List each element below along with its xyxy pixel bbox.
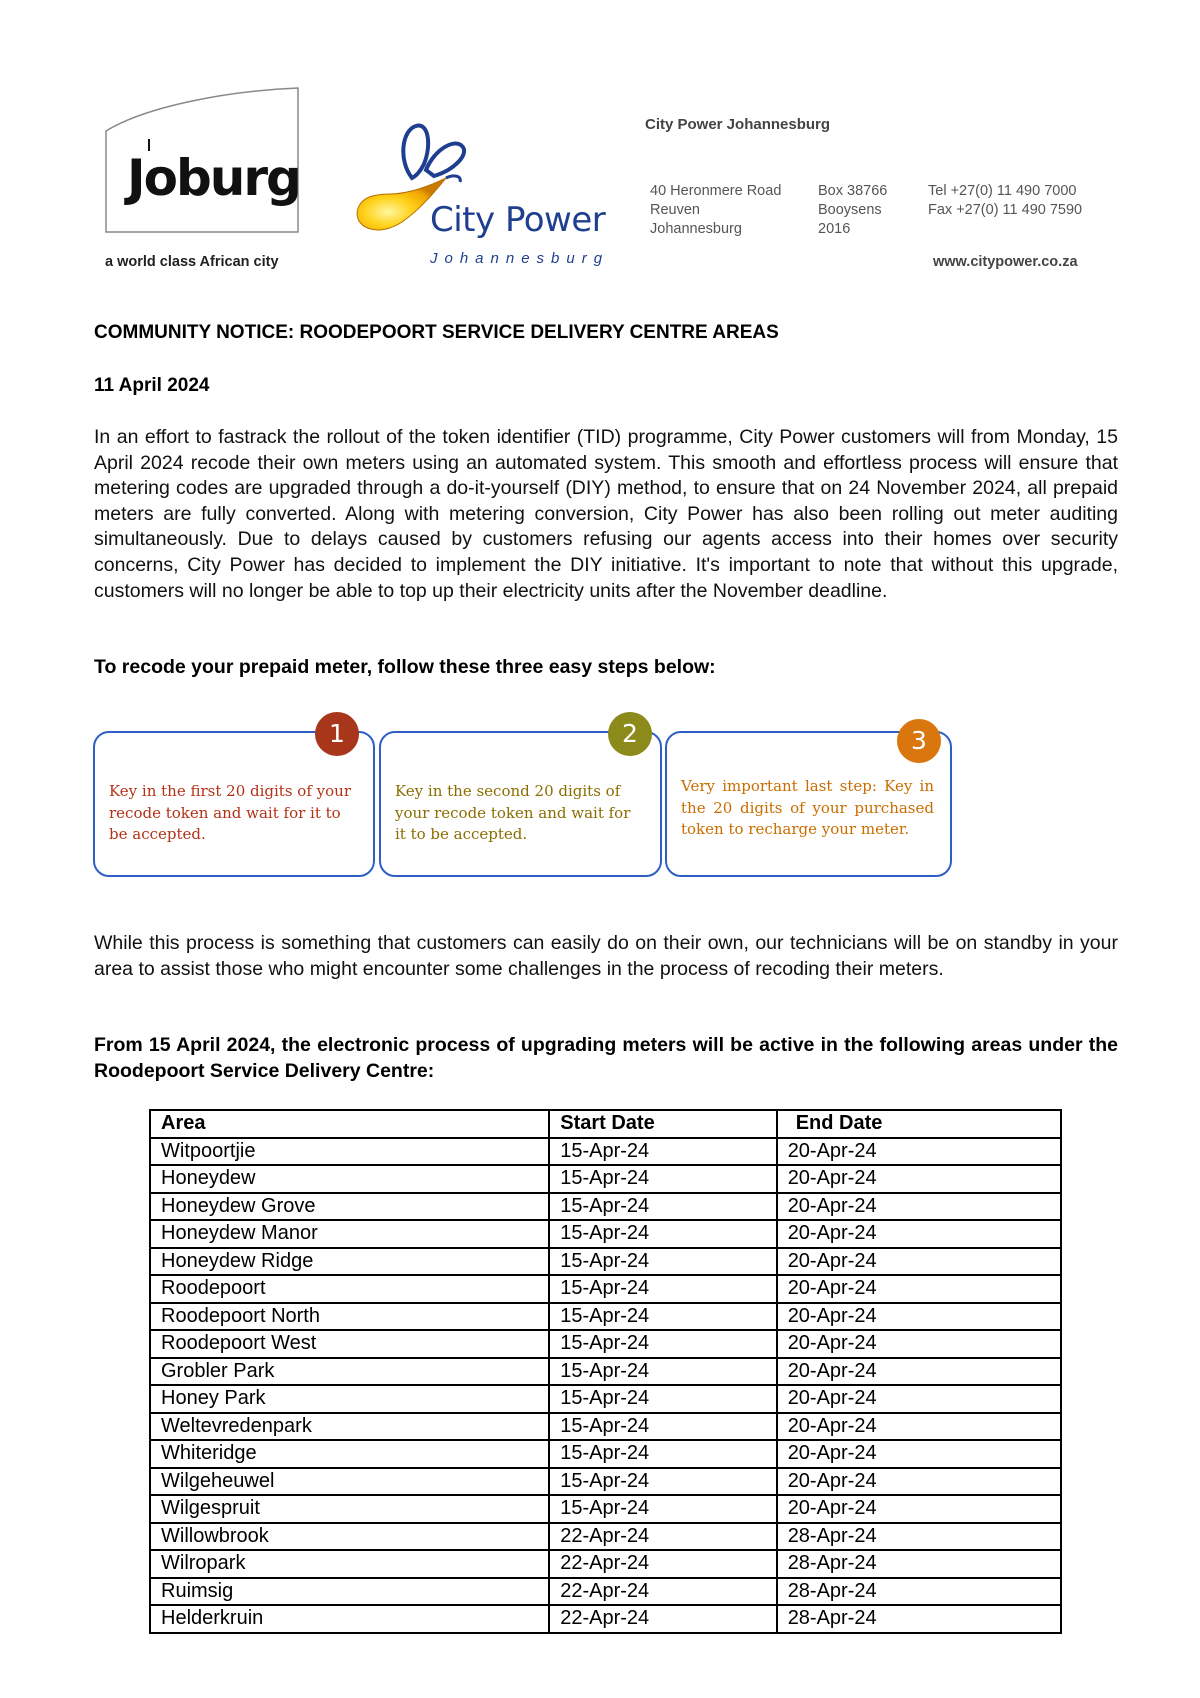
address-line: Box 38766 [818, 183, 888, 199]
cell-start-date: 15-Apr-24 [549, 1303, 776, 1331]
joburg-tagline: a world class African city [105, 254, 279, 270]
table-row [150, 1330, 1061, 1358]
cell-start-date: 15-Apr-24 [549, 1248, 776, 1276]
table-header-row [150, 1110, 1061, 1138]
cell-area: Honeydew Grove [150, 1193, 549, 1221]
cell-end-date: 20-Apr-24 [777, 1440, 1061, 1468]
table-row [150, 1220, 1061, 1248]
website-link[interactable]: www.citypower.co.za [933, 254, 1078, 270]
cell-area: Roodepoort North [150, 1303, 549, 1331]
cell-end-date: 20-Apr-24 [777, 1330, 1061, 1358]
cell-area: Grobler Park [150, 1358, 549, 1386]
city-power-logo [350, 120, 620, 270]
areas-schedule-table [149, 1109, 1062, 1634]
cell-end-date: 20-Apr-24 [777, 1248, 1061, 1276]
cell-end-date: 20-Apr-24 [777, 1303, 1061, 1331]
cell-end-date: 20-Apr-24 [777, 1220, 1061, 1248]
cell-end-date: 20-Apr-24 [777, 1413, 1061, 1441]
cell-area: Wilgespruit [150, 1495, 549, 1523]
table-row [150, 1550, 1061, 1578]
cell-start-date: 15-Apr-24 [549, 1220, 776, 1248]
company-name: City Power Johannesburg [645, 116, 831, 133]
notice-date: 11 April 2024 [94, 375, 210, 396]
cell-area: Weltevredenpark [150, 1413, 549, 1441]
address-line: Reuven [650, 202, 700, 218]
cell-end-date: 20-Apr-24 [777, 1193, 1061, 1221]
cell-end-date: 28-Apr-24 [777, 1550, 1061, 1578]
cell-area: Honeydew Ridge [150, 1248, 549, 1276]
address-phone [928, 182, 1082, 220]
phone-line: Tel +27(0) 11 490 7000 [928, 183, 1077, 199]
step-1-text: Key in the first 20 digits of your recode token and wait for it to be accepted. [109, 782, 351, 843]
table-row [150, 1165, 1061, 1193]
header-end-date: End Date [777, 1110, 1061, 1138]
cell-start-date: 22-Apr-24 [549, 1578, 776, 1606]
cell-start-date: 15-Apr-24 [549, 1440, 776, 1468]
cell-area: Honey Park [150, 1385, 549, 1413]
cell-area: Whiteridge [150, 1440, 549, 1468]
support-paragraph: While this process is something that customers can easily do on their own, our technicians will be on standby in your area to assist those who might encounter some challenges in the process of recoding their meters. [94, 932, 1118, 980]
cell-area: Honeydew [150, 1165, 549, 1193]
joburg-logo [105, 87, 299, 237]
header-area: Area [150, 1110, 549, 1138]
cell-end-date: 20-Apr-24 [777, 1385, 1061, 1413]
cell-start-date: 15-Apr-24 [549, 1358, 776, 1386]
cell-end-date: 20-Apr-24 [777, 1468, 1061, 1496]
cell-area: Wilgeheuwel [150, 1468, 549, 1496]
table-row [150, 1303, 1061, 1331]
cell-end-date: 28-Apr-24 [777, 1605, 1061, 1633]
cell-start-date: 22-Apr-24 [549, 1523, 776, 1551]
cell-area: Wilropark [150, 1550, 549, 1578]
cell-start-date: 15-Apr-24 [549, 1275, 776, 1303]
cell-start-date: 22-Apr-24 [549, 1550, 776, 1578]
areas-heading: From 15 April 2024, the electronic process of upgrading meters will be active in the following areas under the Roodepoort Service Delivery Centre: [94, 1034, 1118, 1082]
city-power-subtitle: Johannesburg [430, 250, 610, 267]
cell-end-date: 20-Apr-24 [777, 1275, 1061, 1303]
cell-area: Witpoortjie [150, 1138, 549, 1166]
cell-start-date: 15-Apr-24 [549, 1330, 776, 1358]
cell-start-date: 22-Apr-24 [549, 1605, 776, 1633]
table-row [150, 1385, 1061, 1413]
cell-start-date: 15-Apr-24 [549, 1468, 776, 1496]
cell-start-date: 15-Apr-24 [549, 1193, 776, 1221]
cell-end-date: 28-Apr-24 [777, 1578, 1061, 1606]
cell-area: Ruimsig [150, 1578, 549, 1606]
table-row [150, 1605, 1061, 1633]
address-line: 2016 [818, 221, 851, 237]
step-1-number-badge: 1 [315, 712, 359, 756]
table-row [150, 1138, 1061, 1166]
cell-end-date: 28-Apr-24 [777, 1523, 1061, 1551]
table-row [150, 1578, 1061, 1606]
address-postal [818, 182, 887, 239]
address-street [650, 182, 781, 239]
cell-end-date: 20-Apr-24 [777, 1165, 1061, 1193]
cell-start-date: 15-Apr-24 [549, 1413, 776, 1441]
cell-end-date: 20-Apr-24 [777, 1138, 1061, 1166]
table-row [150, 1523, 1061, 1551]
address-line: Booysens [818, 202, 882, 218]
table-body [150, 1138, 1061, 1633]
cell-start-date: 15-Apr-24 [549, 1138, 776, 1166]
cell-start-date: 15-Apr-24 [549, 1165, 776, 1193]
cell-area: Roodepoort West [150, 1330, 549, 1358]
header-start-date: Start Date [549, 1110, 776, 1138]
cell-start-date: 15-Apr-24 [549, 1495, 776, 1523]
table-row [150, 1440, 1061, 1468]
step-2-text: Key in the second 20 digits of your recode token and wait for it to be accepted. [395, 782, 631, 843]
table-row [150, 1275, 1061, 1303]
cell-area: Willowbrook [150, 1523, 549, 1551]
steps-heading: To recode your prepaid meter, follow these three easy steps below: [94, 656, 716, 678]
city-power-wordmark: City Power [430, 200, 606, 240]
intro-paragraph: In an effort to fastrack the rollout of the token identifier (TID) programme, City Power customers will from Monday, 15 April 2024 recode their own meters using an automated system. This smooth and effortless process will ensure that metering codes are upgraded through a do-it-yourself (DIY) method, to ensure that on 24 November 2024, all prepaid meters are fully converted. Along with metering conversion, City Power has also been rolling out meter auditing simultaneously. Due to delays caused by customers refusing our agents access into their homes over security concerns, City Power has decided to implement the DIY initiative. It's important to note that without this upgrade, customers will no longer be able to top up their electricity units after the November deadline. [94, 426, 1118, 602]
step-3-text: Very important last step: Key in the 20 digits of your purchased token to recharge your meter. [681, 777, 934, 838]
table-row [150, 1468, 1061, 1496]
cell-end-date: 20-Apr-24 [777, 1495, 1061, 1523]
address-line: Johannesburg [650, 221, 742, 237]
step-2-number-badge: 2 [608, 712, 652, 756]
cell-area: Helderkruin [150, 1605, 549, 1633]
table-row [150, 1413, 1061, 1441]
address-line: 40 Heronmere Road [650, 183, 782, 199]
cell-area: Roodepoort [150, 1275, 549, 1303]
table-row [150, 1248, 1061, 1276]
table-row [150, 1358, 1061, 1386]
notice-title: COMMUNITY NOTICE: ROODEPOORT SERVICE DELIVERY CENTRE AREAS [94, 322, 779, 343]
step-3-number-badge: 3 [897, 719, 941, 763]
fax-line: Fax +27(0) 11 490 7590 [928, 202, 1083, 218]
table-row [150, 1495, 1061, 1523]
cell-start-date: 15-Apr-24 [549, 1385, 776, 1413]
cell-area: Honeydew Manor [150, 1220, 549, 1248]
table-row [150, 1193, 1061, 1221]
cell-end-date: 20-Apr-24 [777, 1358, 1061, 1386]
joburg-logo-word: Joburg [127, 149, 300, 207]
